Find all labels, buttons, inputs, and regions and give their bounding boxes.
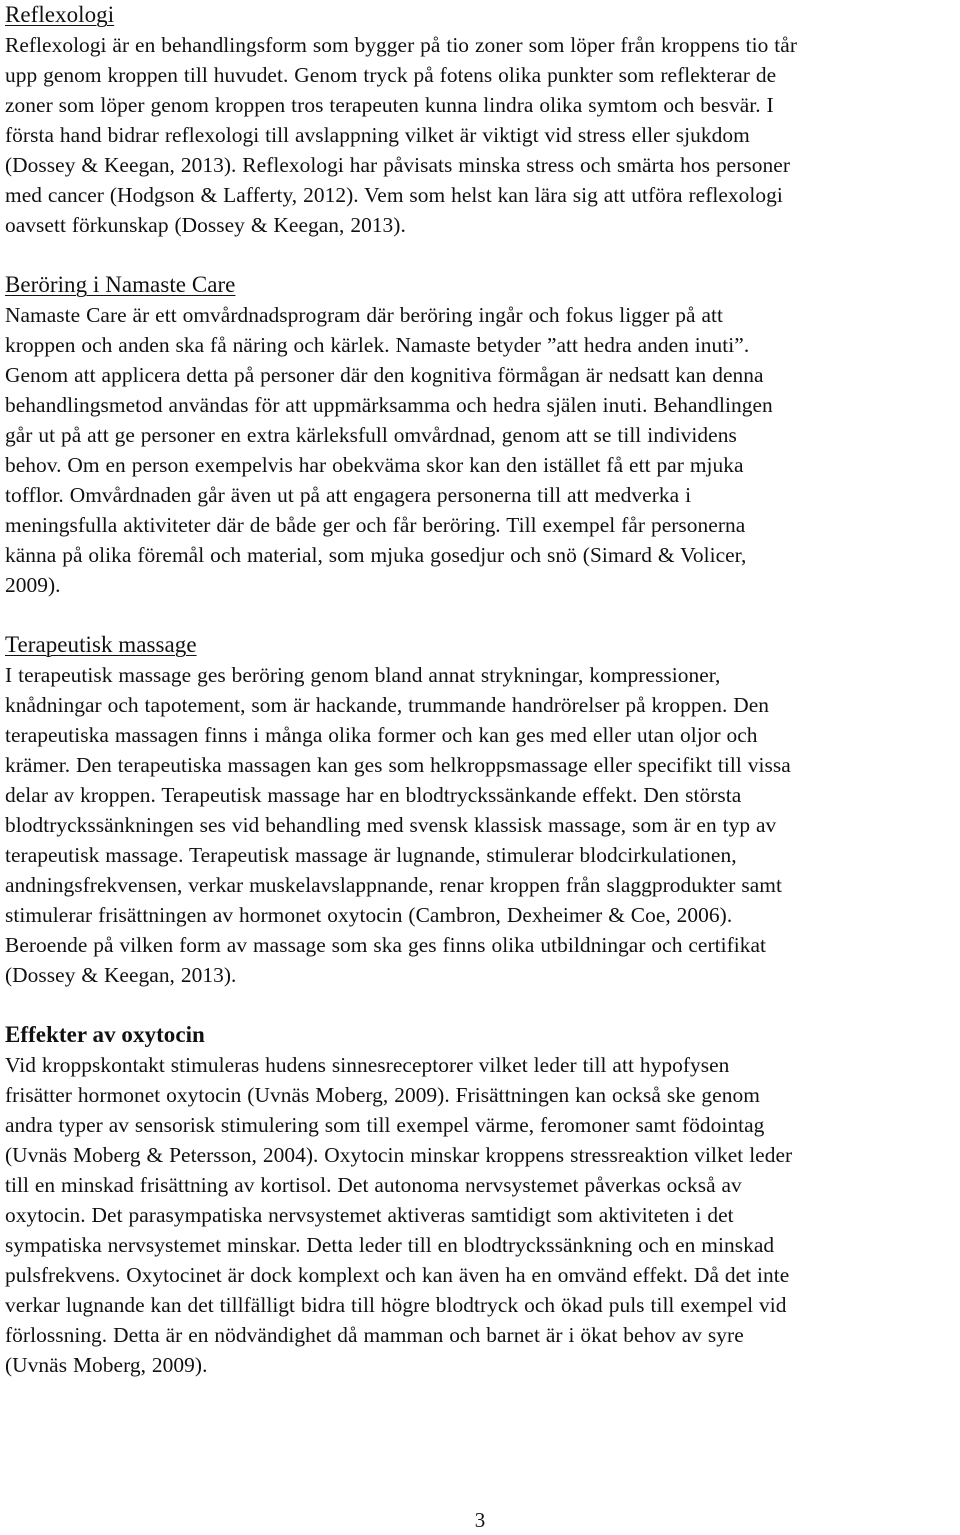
paragraph-line: andningsfrekvensen, verkar muskelavslappnande, renar kroppen från slaggprodukter samt [5,873,782,897]
page-number: 3 [474,1508,486,1532]
paragraph-line: I terapeutisk massage ges beröring genom bland annat strykningar, kompressioner, [5,663,721,687]
paragraph-line: 2009). [5,573,61,597]
section-gap [5,600,957,630]
paragraph-line: Vid kroppskontakt stimuleras hudens sinnesreceptorer vilket leder till att hypofysen [5,1053,730,1077]
section-reflexologi [5,0,957,240]
section-namaste-care [5,270,957,600]
paragraph-line: krämer. Den terapeutiska massagen kan ges som helkroppsmassage eller specifikt till vissa [5,753,791,777]
section-heading: Reflexologi [5,2,115,27]
paragraph-line: Beroende på vilken form av massage som ska ges finns olika utbildningar och certifikat [5,933,767,957]
section-effekter-av-oxytocin [5,1020,957,1380]
paragraph-line: (Dossey & Keegan, 2013). Reflexologi har påvisats minska stress och smärta hos personer [5,153,790,177]
section-gap [5,240,957,270]
paragraph-line: knådningar och tapotement, som är hackande, trummande handrörelser på kroppen. Den [5,693,770,717]
paragraph-line: med cancer (Hodgson & Lafferty, 2012). Vem som helst kan lära sig att utföra reflexologi [5,183,783,207]
paragraph-line: oxytocin. Det parasympatiska nervsystemet aktiveras samtidigt som aktiviteten i det [5,1203,734,1227]
section-heading: Effekter av oxytocin [5,1022,205,1047]
paragraph-line: zoner som löper genom kroppen tros terapeuten kunna lindra olika symtom och besvär. I [5,93,774,117]
document-page [5,0,957,1380]
paragraph-line: upp genom kroppen till huvudet. Genom tryck på fotens olika punkter som reflekterar de [5,63,777,87]
section-heading: Terapeutisk massage [5,632,197,657]
paragraph-line: Namaste Care är ett omvårdnadsprogram där beröring ingår och fokus ligger på att [5,303,724,327]
paragraph-line: blodtryckssänkningen ses vid behandling med svensk klassisk massage, som är en typ av [5,813,777,837]
paragraph-line: kroppen och anden ska få näring och kärlek. Namaste betyder ”att hedra anden inuti”. [5,333,750,357]
paragraph-line: verkar lugnande kan det tillfälligt bidra till högre blodtryck och ökad puls till exempel vid [5,1293,787,1317]
paragraph-line: förlossning. Detta är en nödvändighet då mamman och barnet är i ökat behov av syre [5,1323,744,1347]
paragraph-line: Reflexologi är en behandlingsform som bygger på tio zoner som löper från kroppens tio tår [5,33,797,57]
section-gap [5,990,957,1020]
paragraph-line: oavsett förkunskap (Dossey & Keegan, 2013). [5,213,406,237]
paragraph-line: behov. Om en person exempelvis har obekväma skor kan den istället få ett par mjuka [5,453,744,477]
paragraph-line: frisätter hormonet oxytocin (Uvnäs Moberg, 2009). Frisättningen kan också ske genom [5,1083,760,1107]
paragraph-line: pulsfrekvens. Oxytocinet är dock komplext och kan även ha en omvänd effekt. Då det inte [5,1263,790,1287]
paragraph-line: (Dossey & Keegan, 2013). [5,963,237,987]
section-heading: Beröring i Namaste Care [5,272,236,297]
paragraph-line: behandlingsmetod användas för att uppmärksamma och hedra själen inuti. Behandlingen [5,393,773,417]
paragraph-line: tofflor. Omvårdnaden går även ut på att engagera personerna till att medverka i [5,483,692,507]
paragraph-line: går ut på att ge personer en extra kärleksfull omvårdnad, genom att se till individens [5,423,737,447]
paragraph-line: terapeutisk massage. Terapeutisk massage är lugnande, stimulerar blodcirkulationen, [5,843,737,867]
paragraph-line: Genom att applicera detta på personer där den kognitiva förmågan är nedsatt kan denna [5,363,764,387]
paragraph-line: känna på olika föremål och material, som mjuka gosedjur och snö (Simard & Volicer, [5,543,747,567]
paragraph-line: (Uvnäs Moberg, 2009). [5,1353,208,1377]
paragraph-line: till en minskad frisättning av kortisol. Det autonoma nervsystemet påverkas också av [5,1173,742,1197]
paragraph-line: meningsfulla aktiviteter där de både ger och får beröring. Till exempel får personerna [5,513,746,537]
paragraph-line: stimulerar frisättningen av hormonet oxytocin (Cambron, Dexheimer & Coe, 2006). [5,903,733,927]
paragraph-line: (Uvnäs Moberg & Petersson, 2004). Oxytocin minskar kroppens stressreaktion vilket leder [5,1143,793,1167]
paragraph-line: terapeutiska massagen finns i många olika former och kan ges med eller utan oljor och [5,723,758,747]
section-terapeutisk-massage [5,630,957,990]
paragraph-line: sympatiska nervsystemet minskar. Detta leder till en blodtryckssänkning och en minskad [5,1233,775,1257]
paragraph-line: första hand bidrar reflexologi till avslappning vilket är viktigt vid stress eller sjukdom [5,123,750,147]
paragraph-line: andra typer av sensorisk stimulering som till exempel värme, feromoner samt födointag [5,1113,765,1137]
paragraph-line: delar av kroppen. Terapeutisk massage har en blodtryckssänkande effekt. Den största [5,783,742,807]
